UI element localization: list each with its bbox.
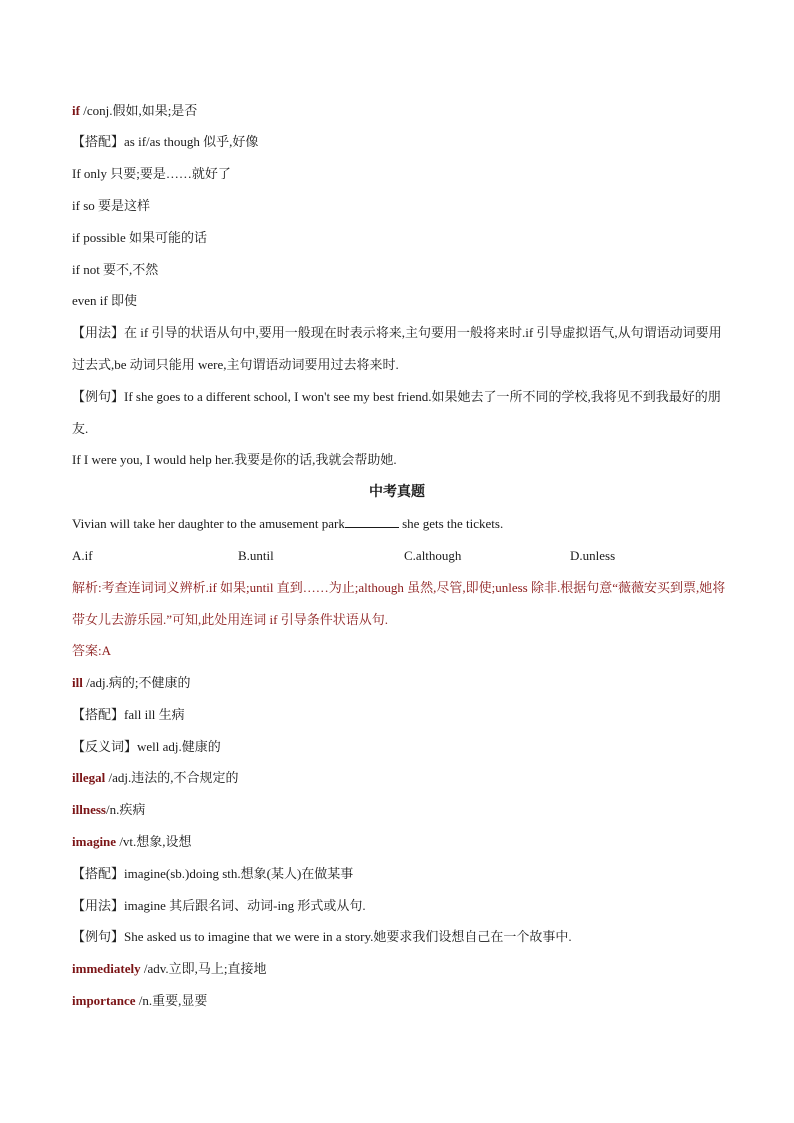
example-text: She asked us to imagine that we were in a story.她要求我们设想自己在一个故事中.	[124, 929, 572, 944]
example-line: If I were you, I would help her.我要是你的话,我就会帮助她.	[72, 452, 397, 467]
example-text: If she goes to a different school, I won't see my best friend.如果她去了一所不同的学校,我将见不到我最好的朋友.	[72, 389, 721, 436]
definition: /adj.违法的,不合规定的	[105, 770, 239, 785]
headword: illness	[72, 802, 106, 817]
collocation-text: as if/as though 似乎,好像	[124, 134, 259, 149]
example-paragraph	[72, 381, 727, 444]
entry-immediately	[72, 958, 727, 980]
headword: importance	[72, 993, 136, 1008]
definition: /adv.立即,马上;直接地	[140, 961, 267, 976]
phrase-line: if so 要是这样	[72, 198, 151, 213]
headword: ill	[72, 675, 83, 690]
usage-paragraph	[72, 317, 727, 380]
option-b: B.until	[238, 548, 274, 563]
phrase-line: if possible 如果可能的话	[72, 230, 208, 245]
collocation-text: imagine(sb.)doing sth.想象(某人)在做某事	[124, 866, 354, 881]
entry-illness	[72, 799, 727, 821]
antonym-text: well adj.健康的	[137, 739, 221, 754]
entry-illegal	[72, 767, 727, 789]
option-d: D.unless	[570, 548, 616, 563]
entry-ill	[72, 672, 727, 694]
option-a: A.if	[72, 548, 93, 563]
question-text: Vivian will take her daughter to the amusement park	[72, 516, 345, 531]
option-c: C.although	[404, 548, 462, 563]
headword: illegal	[72, 770, 106, 785]
definition: /n.重要,显要	[135, 993, 208, 1008]
collocation-text: fall ill 生病	[124, 707, 185, 722]
collocation-line	[72, 863, 727, 885]
label: 【例句】	[72, 929, 125, 944]
entry-imagine	[72, 831, 727, 853]
question-text-end: she gets the tickets.	[398, 516, 504, 531]
label: 【搭配】	[72, 707, 125, 722]
label: 【用法】	[72, 898, 125, 913]
antonym-line	[72, 736, 727, 758]
headword: if	[72, 103, 80, 118]
explanation: 解析:考查连词词义辨析.if 如果;until 直到……为止;although 虽然,尽管,即使;unless 除非.根据句意“薇薇安买到票,她将带女儿去游乐园.”可知,此处用连词 if 引导条件状语从句.	[72, 580, 726, 627]
phrase-line: even if 即使	[72, 293, 137, 308]
definition: /n.疾病	[105, 802, 146, 817]
phrase-line: If only 只要;要是……就好了	[72, 166, 231, 181]
entry-importance	[72, 990, 727, 1012]
answer: 答案:A	[72, 643, 112, 658]
collocation-line	[72, 131, 727, 153]
definition: /conj.假如,如果;是否	[79, 103, 198, 118]
phrase-line: if not 要不,不然	[72, 262, 159, 277]
exam-question	[72, 513, 727, 535]
example-line	[72, 926, 727, 948]
usage-text: 在 if 引导的状语从句中,要用一般现在时表示将来,主句要用一般将来时.if 引导虚拟语气,从句谓语动词要用过去式,be 动词只能用 were,主句谓语动词要用过去将来时.	[72, 325, 722, 372]
collocation-line	[72, 704, 727, 726]
label: 【例句】	[72, 389, 125, 404]
label: 【搭配】	[72, 866, 125, 881]
answer-blank	[345, 515, 399, 528]
usage-text: imagine 其后跟名词、动词-ing 形式或从句.	[124, 898, 366, 913]
label: 【反义词】	[72, 739, 138, 754]
definition: /vt.想象,设想	[116, 834, 192, 849]
definition: /adj.病的;不健康的	[82, 675, 191, 690]
headword: immediately	[72, 961, 141, 976]
label: 【搭配】	[72, 134, 125, 149]
label: 【用法】	[72, 325, 125, 340]
headword: imagine	[72, 834, 117, 849]
usage-line	[72, 895, 727, 917]
entry-if	[72, 100, 727, 122]
section-title: 中考真题	[369, 485, 425, 500]
